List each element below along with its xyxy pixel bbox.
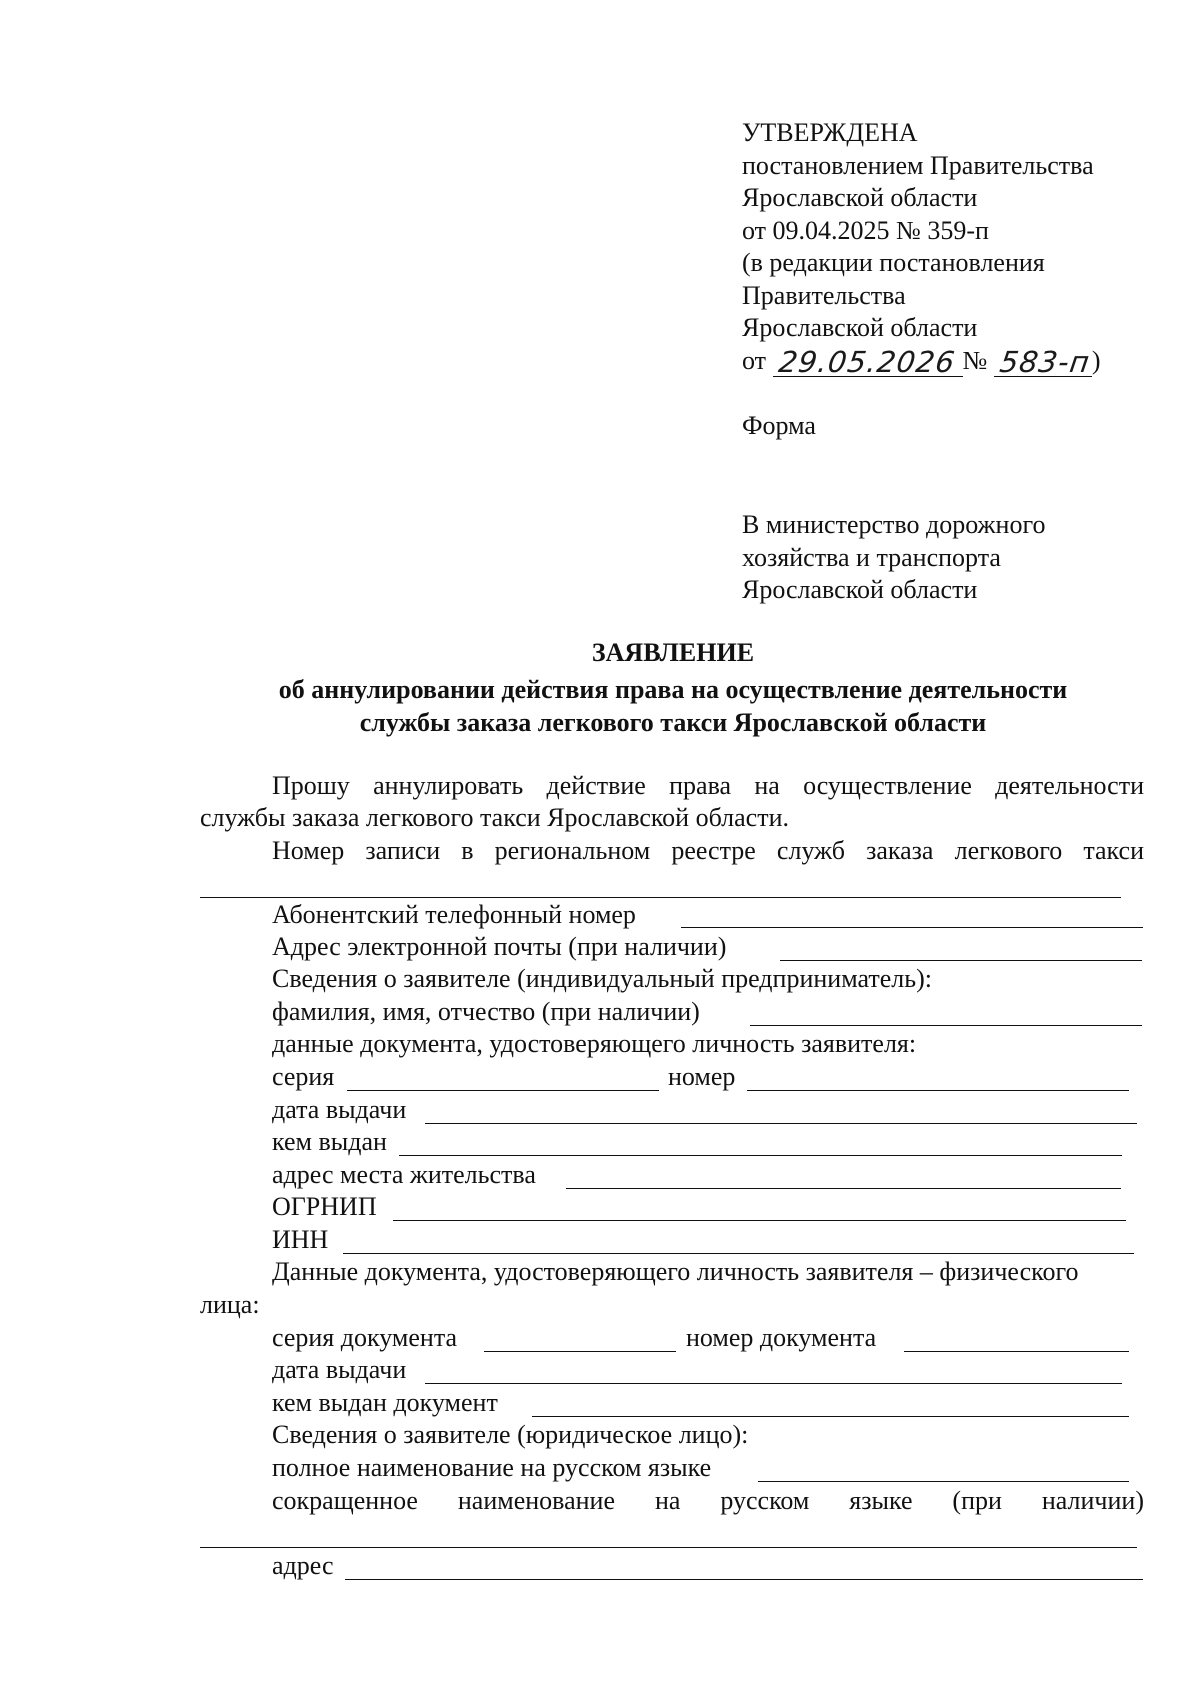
phone-label: Абонентский телефонный номер bbox=[272, 900, 636, 929]
residence-label: адрес места жительства bbox=[272, 1160, 536, 1189]
fio-field[interactable] bbox=[750, 1025, 1142, 1026]
phys-section-header: Данные документа, удостоверяющего личность заявителя – физического bbox=[272, 1257, 1079, 1286]
number-label: номер bbox=[668, 1062, 736, 1091]
request-text-line: службы заказа легкового такси Ярославской области. bbox=[200, 803, 789, 832]
closing-paren: ) bbox=[1091, 345, 1101, 375]
inn-label: ИНН bbox=[272, 1225, 329, 1254]
addressee-line: хозяйства и транспорта bbox=[742, 542, 1001, 572]
phys-issued-by-field[interactable] bbox=[532, 1416, 1129, 1417]
phys-issue-date-label: дата выдачи bbox=[272, 1355, 407, 1384]
addressee-line: В министерство дорожного bbox=[742, 510, 1046, 539]
registry-number-field[interactable] bbox=[200, 897, 1121, 898]
short-name-label: сокращенное наименование на русском языке (при наличии) bbox=[272, 1486, 1144, 1515]
issued-by-field[interactable] bbox=[399, 1155, 1122, 1156]
address-label: адрес bbox=[272, 1551, 334, 1580]
doc-series-label: серия документа bbox=[272, 1323, 458, 1352]
series-label: серия bbox=[272, 1062, 335, 1091]
phys-issue-date-field[interactable] bbox=[425, 1383, 1122, 1384]
ip-section-header: Сведения о заявителе (индивидуальный предприниматель): bbox=[272, 964, 932, 993]
ogrnip-label: ОГРНИП bbox=[272, 1192, 377, 1221]
form-label: Форма bbox=[742, 411, 816, 440]
date-field bbox=[773, 344, 963, 379]
handwritten-number: 583-п bbox=[997, 344, 1093, 379]
short-name-field[interactable] bbox=[200, 1547, 1137, 1548]
phone-field[interactable] bbox=[681, 927, 1143, 928]
email-label: Адрес электронной почты (при наличии) bbox=[272, 932, 727, 961]
ogrnip-field[interactable] bbox=[393, 1220, 1126, 1221]
addressee-block bbox=[742, 509, 1045, 607]
doc-number-label: номер документа bbox=[686, 1323, 877, 1352]
inn-field[interactable] bbox=[343, 1253, 1134, 1254]
issue-date-label: дата выдачи bbox=[272, 1095, 407, 1124]
fio-label: фамилия, имя, отчество (при наличии) bbox=[272, 997, 700, 1026]
number-field bbox=[994, 344, 1093, 379]
legal-section-header: Сведения о заявителе (юридическое лицо): bbox=[272, 1420, 749, 1449]
number-field[interactable] bbox=[747, 1090, 1129, 1091]
approval-line: Правительства bbox=[742, 280, 906, 310]
approval-block bbox=[742, 117, 1172, 379]
issue-date-field[interactable] bbox=[425, 1123, 1137, 1124]
doc-series-field[interactable] bbox=[484, 1351, 676, 1352]
approval-line: (в редакции постановления bbox=[742, 248, 1045, 277]
full-name-label: полное наименование на русском языке bbox=[272, 1453, 712, 1482]
approval-line: Ярославской области bbox=[742, 183, 978, 212]
issued-by-label: кем выдан bbox=[272, 1127, 387, 1156]
residence-field[interactable] bbox=[566, 1188, 1121, 1189]
document-subtitle-line: службы заказа легкового такси Ярославской области bbox=[359, 708, 987, 737]
address-field[interactable] bbox=[345, 1579, 1143, 1580]
amendment-date-row bbox=[742, 345, 1172, 379]
approval-line: Ярославской области bbox=[742, 313, 978, 342]
phys-issued-by-label: кем выдан документ bbox=[272, 1388, 498, 1417]
handwritten-date: 29.05.2026 bbox=[776, 344, 958, 379]
doc-number-field[interactable] bbox=[904, 1351, 1129, 1352]
approval-line: от 09.04.2025 № 359-п bbox=[742, 215, 989, 245]
request-text-line: Прошу аннулировать действие права на осуществление деятельности bbox=[272, 771, 1144, 800]
document-title: ЗАЯВЛЕНИЕ bbox=[591, 638, 755, 667]
number-sign: № bbox=[962, 345, 988, 375]
approval-line: УТВЕРЖДЕНА bbox=[742, 118, 918, 147]
addressee-line: Ярославской области bbox=[742, 575, 978, 604]
phys-section-header-cont: лица: bbox=[200, 1290, 260, 1319]
document-subtitle-line: об аннулировании действия права на осуществление деятельности bbox=[278, 675, 1068, 704]
registry-number-label: Номер записи в региональном реестре служб заказа легкового такси bbox=[272, 836, 1144, 865]
approval-line: постановлением Правительства bbox=[742, 150, 1094, 180]
series-field[interactable] bbox=[347, 1090, 659, 1091]
date-prefix: от bbox=[742, 345, 767, 375]
doc-section-header: данные документа, удостоверяющего личность заявителя: bbox=[272, 1029, 917, 1058]
full-name-field[interactable] bbox=[758, 1481, 1129, 1482]
email-field[interactable] bbox=[780, 960, 1142, 961]
